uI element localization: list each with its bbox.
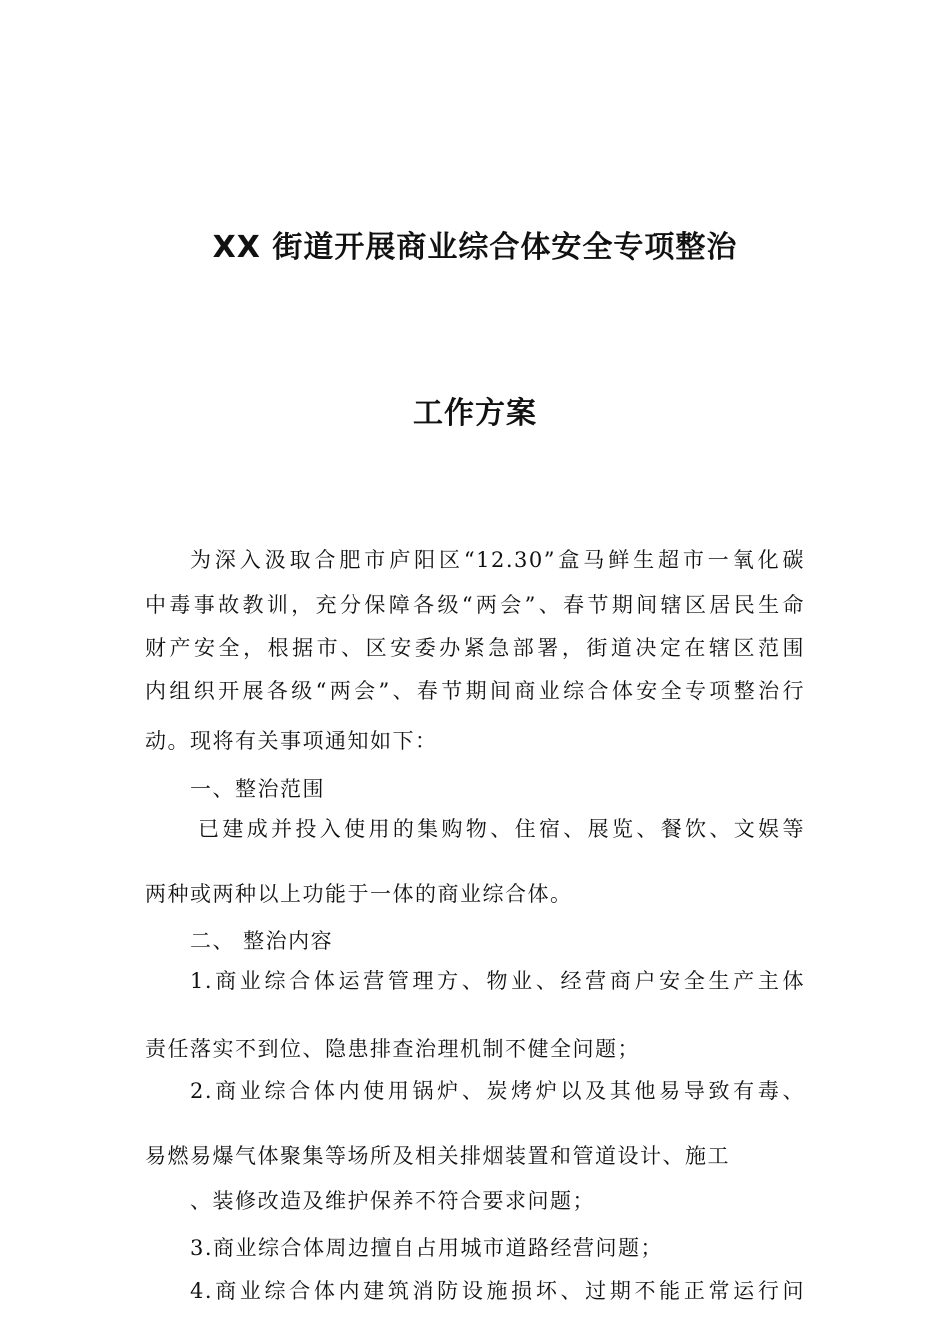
- section-heading: 一、整治范围: [190, 777, 325, 801]
- intro-line: 中毒事故教训，充分保障各级“两会”、春节期间辖区居民生命: [145, 593, 805, 617]
- document-title: XX 街道开展商业综合体安全专项整治: [212, 230, 738, 265]
- list-item-line: 1.商业综合体运营管理方、物业、经营商户安全生产主体: [190, 969, 805, 993]
- list-item-line: 、装修改造及维护保养不符合要求问题；: [190, 1189, 595, 1213]
- intro-line: 动。现将有关事项通知如下：: [145, 729, 438, 753]
- document-subtitle: 工作方案: [413, 396, 537, 431]
- section-line: 两种或两种以上功能于一体的商业综合体。: [145, 882, 573, 906]
- list-item-line: 易燃易爆气体聚集等场所及相关排烟装置和管道设计、施工: [145, 1144, 730, 1168]
- section-line: 已建成并投入使用的集购物、住宿、展览、餐饮、文娱等: [198, 817, 805, 841]
- list-item-line: 责任落实不到位、隐患排查治理机制不健全问题；: [145, 1037, 640, 1061]
- section-heading: 二、 整治内容: [190, 929, 334, 953]
- list-item-line: 4.商业综合体内建筑消防设施损坏、过期不能正常运行问: [190, 1279, 805, 1303]
- intro-line: 财产安全，根据市、区安委办紧急部署，街道决定在辖区范围: [145, 636, 805, 660]
- intro-line: 内组织开展各级“两会”、春节期间商业综合体安全专项整治行: [145, 679, 805, 703]
- list-item-line: 3.商业综合体周边擅自占用城市道路经营问题；: [190, 1236, 664, 1260]
- list-item-line: 2.商业综合体内使用锅炉、炭烤炉以及其他易导致有毒、: [190, 1079, 805, 1103]
- intro-line: 为深入汲取合肥市庐阳区“12.30”盒马鲜生超市一氧化碳: [190, 548, 805, 572]
